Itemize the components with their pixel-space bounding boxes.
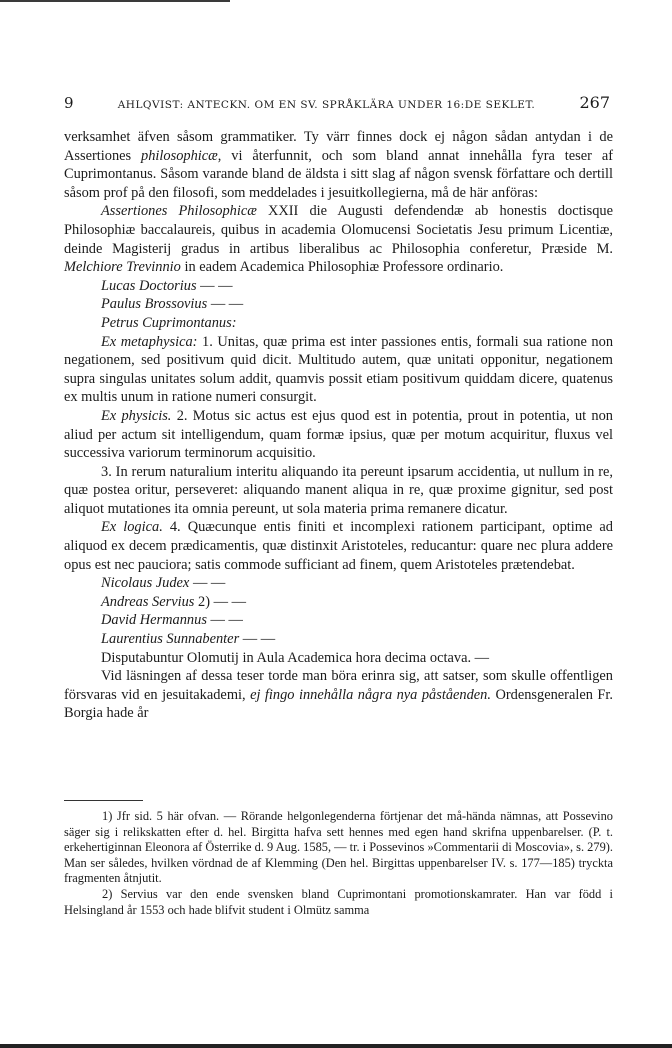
top-rule (0, 0, 230, 2)
respondent-name: David Hermannus — — (101, 612, 243, 629)
page-number: 267 (579, 93, 610, 112)
intro-paragraph: verksamhet äfven såsom grammatiker. Ty värr finnes dock ej någon sådan antydan i de Assertiones philosophicæ, vi återfunnit, och som bland annat innehålla fyra teser af Cuprimontanus. Såsom varande bland de äldsta i sitt slag af någon svensk författare och dertill såsom prof på den filosofi, som meddelades i jesuitkollegierna, må de här anföras: (64, 129, 613, 201)
respondent-name: Paulus Brossovius — — (101, 296, 244, 313)
body-text (64, 128, 613, 723)
footnote-ref: 2) (198, 593, 211, 610)
thesis-metaphysica: Ex metaphysica: 1. Unitas, quæ prima est inter passiones entis, formali sua ratione non negationem, sed positivum quid dicit. Multitudo autem, quæ unitati opponitur, negationem supra singulas unitates solum addit, quamvis possit etiam positivum quiddam dicere, quatenus ex multis unum in ratione numeri consurgit. (64, 333, 614, 406)
footnote-1: 1) Jfr sid. 5 här ofvan. — Rörande helgonlegenderna förtjenar det må-hända nämnas, att Possevino säger sig i relikskatten efter d. hel. Birgitta hafva sett hennes med egen hand skrifna uppenbarelser. (P. t. erkehertiginnan Eleonora af Österrike d. 9 Aug. 1585, — tr. i Possevinos »Commentarii di Moscovia», s. 279). Man ser således, hvilken vördnad de af Klemming (Den hel. Birgittas uppenbarelser IV. s. 177—185) tryckta fragmenten åtnjutit. (64, 809, 613, 886)
disputabuntur-line: Disputabuntur Olomutij in Aula Academica hora decima octava. — (101, 649, 490, 666)
footnotes (64, 809, 613, 918)
thesis-3: 3. In rerum naturalium interitu aliquando ita pereunt ipsarum accidentia, ut nullum in re, quæ postea oritur, perseveret: aliquando manent aliqua in re, quæ proxime gignitur, sed post aliquot mutationes ita omnia pereunt, ut sola materia prima remanere dicatur. (64, 463, 613, 517)
respondent-name: Laurentius Sunnabenter — — (101, 631, 276, 648)
respondent-name: Nicolaus Judex — — (101, 575, 226, 592)
running-header (64, 93, 610, 113)
header-running-title: AHLQVIST: ANTECKN. OM EN SV. SPRÅKLÄRA UNDER 16:DE SEKLET. (117, 99, 536, 111)
thesis-physicis: Ex physicis. 2. Motus sic actus est ejus quod est in potentia, prout in potentia, ut non aliud per actum sit intelligendum, quam formæ ipsius, quæ per motum acquiritur, fluxus vel successiva variorum terminorum acquisitio. (64, 407, 613, 462)
thesis-logica: Ex logica. 4. Quæcunque entis finiti et incomplexi rationem participant, optime ad aliquod ex decem prædicamentis, quæ distinxit Aristoteles, reducantur: quare nec plura addere opus est nec pauciora; satis commode sufficiant ad finem, quem Aristoteles prætendebat. (64, 519, 614, 573)
bottom-rule (0, 1044, 672, 1048)
respondent-name: Lucas Doctorius — — (101, 277, 233, 294)
footnote-rule (64, 800, 143, 801)
footnote-2: 2) Servius var den ende svensken bland Cuprimontani promotionskamrater. Han var född i Helsingland år 1553 och hade blifvit student i Olmütz samma (64, 886, 613, 917)
respondent-name: Andreas Servius 2) — — (101, 593, 247, 610)
respondent-name: Petrus Cuprimontanus: (101, 314, 237, 331)
assertiones-paragraph: Assertiones Philosophicæ XXII die Augusti defendendæ ab honestis doctisque Philosophiæ baccalaureis, quibus in academia Olomucensi Societatis Jesu primum Licentiæ, deinde Magisterij gradus in artibus liberalibus ac Philosophia conferetur, Præside M. Melchiore Trevinnio in eadem Academica Philosophiæ Professore ordinario. (64, 203, 613, 276)
closing-paragraph: Vid läsningen af dessa teser torde man böra erinra sig, att satser, som skulle offentligen försvaras vid en jesuitakademi, ej fingo innehålla några nya påståenden. Ordensgeneralen Fr. Borgia hade år (64, 668, 613, 722)
header-left-number: 9 (64, 94, 74, 112)
